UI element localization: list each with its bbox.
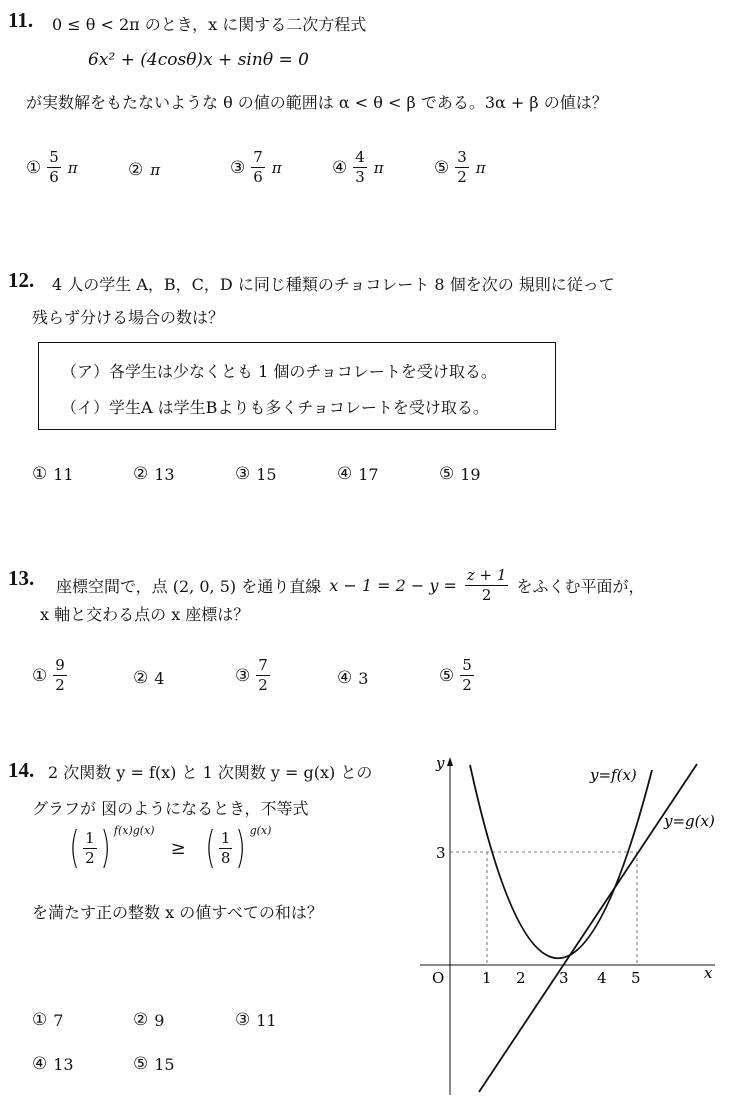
q12-text-line2: 残らず分ける場合の数は？ [32, 308, 225, 327]
y-tick-3: 3 [436, 844, 446, 862]
x-tick-2: 2 [516, 969, 526, 987]
choice-mark: ② [128, 160, 144, 180]
q11-text-line2: が実数解をもたないような θ の値の範囲は α < θ < β である。3α + β の値は？ [26, 93, 608, 112]
choice-mark: ③ [235, 464, 251, 484]
choice-fraction: $\frac{5}{6}$ [49, 148, 59, 186]
choice-fraction: $\frac{4}{3}$ [355, 148, 365, 186]
f-curve [470, 765, 652, 958]
q11-choice-2[interactable]: ② π [128, 160, 161, 180]
x-tick-5: 5 [631, 969, 641, 987]
y-axis-label: y [436, 754, 445, 772]
x-tick-1: 1 [482, 969, 492, 987]
q12-text-line1: 4 人の学生 A，B，C，D に同じ種類のチョコレート 8 個を次の 規則に従って [52, 275, 615, 294]
choice-fraction: $\frac{9}{2}$ [55, 656, 65, 694]
q11-equation: 6x² + (4cosθ)x + sinθ = 0 [88, 50, 309, 70]
choice-mark: ⑤ [133, 1054, 149, 1074]
choice-value: 9 [154, 1010, 165, 1030]
x-axis-label: x [704, 964, 713, 982]
q13-text-line2: x 軸と交わる点の x 座標は？ [40, 605, 250, 624]
q14-text-line2: グラフが 図のようになるとき，不等式 [32, 799, 309, 818]
choice-fraction: $\frac{7}{2}$ [258, 656, 268, 694]
choice-value: 7 [53, 1010, 64, 1030]
y-axis-arrow-icon [447, 757, 453, 766]
q11-choice-1[interactable]: ① $\frac{5}{6}$ π [26, 148, 78, 186]
choice-mark: ④ [337, 668, 353, 688]
choice-mark: ⑤ [439, 665, 455, 686]
q12-rule-b: （イ）学生A は学生Bよりも多くチョコレートを受け取る。 [61, 398, 489, 417]
q11-choice-4[interactable]: ④ $\frac{4}{3}$ π [332, 148, 384, 186]
choice-mark: ④ [32, 1054, 48, 1074]
choice-value: 11 [256, 1010, 277, 1030]
q11-number: 11. [8, 8, 34, 32]
q12-rule-a: （ア）各学生は少なくとも 1 個のチョコレートを受け取る。 [61, 362, 497, 381]
choice-value: 19 [460, 464, 481, 484]
choice-mark: ⑤ [434, 157, 450, 178]
q12-number: 12. [8, 268, 35, 292]
q14-text-line1: 2 次関数 y = f(x) と 1 次関数 y = g(x) との [48, 763, 373, 782]
choice-mark: ① [32, 665, 48, 686]
choice-value: 11 [53, 464, 74, 484]
choice-mark: ① [26, 157, 42, 178]
choice-mark: ① [32, 464, 48, 484]
q11-text-line1: 0 ≤ θ < 2π のとき，x に関する二次方程式 [52, 15, 367, 34]
q13-number: 13. [8, 566, 35, 590]
g-label: y=g(x) [664, 812, 715, 830]
f-label: y=f(x) [590, 766, 637, 784]
choice-value: 15 [256, 464, 277, 484]
choice-mark: ③ [230, 157, 246, 178]
choice-mark: ① [32, 1010, 48, 1030]
choice-value: 13 [154, 464, 175, 484]
choice-mark: ④ [337, 464, 353, 484]
q11-choice-3[interactable]: ③ $\frac{7}{6}$ π [230, 148, 282, 186]
choice-fraction: $\frac{5}{2}$ [462, 656, 472, 694]
q14-inequality: ( $\frac{1}{2}$ ) f(x)g(x) ≥ ( $\frac{1}{8}$ ) g(x) [69, 822, 272, 873]
choice-mark: ② [133, 464, 149, 484]
choice-mark: ③ [235, 1010, 251, 1030]
q11-choice-5[interactable]: ⑤ $\frac{3}{2}$ π [434, 148, 486, 186]
choice-fraction: $\frac{3}{2}$ [457, 148, 467, 186]
q14-number: 14. [8, 758, 35, 782]
choice-value: 17 [358, 464, 379, 484]
q13-text-line1: 座標空間で，点 (2, 0, 5) を通り直線 x − 1 = 2 − y = $\frac{z + 1}{2}$ をふくむ平面が， [56, 566, 645, 604]
choice-mark: ⑤ [439, 464, 455, 484]
choice-value: 15 [154, 1054, 175, 1074]
choice-value: 4 [154, 668, 165, 688]
origin-label: O [432, 969, 445, 987]
q14-text-line3: を満たす正の整数 x の値すべての和は？ [32, 903, 323, 922]
choice-value: 3 [358, 668, 369, 688]
choice-value: 13 [53, 1054, 74, 1074]
choice-fraction: $\frac{7}{6}$ [253, 148, 263, 186]
choice-mark: ③ [235, 665, 251, 686]
choice-mark: ④ [332, 157, 348, 178]
x-tick-3: 3 [559, 969, 569, 987]
choice-mark: ② [133, 668, 149, 688]
choice-mark: ② [133, 1010, 149, 1030]
x-tick-4: 4 [597, 969, 607, 987]
